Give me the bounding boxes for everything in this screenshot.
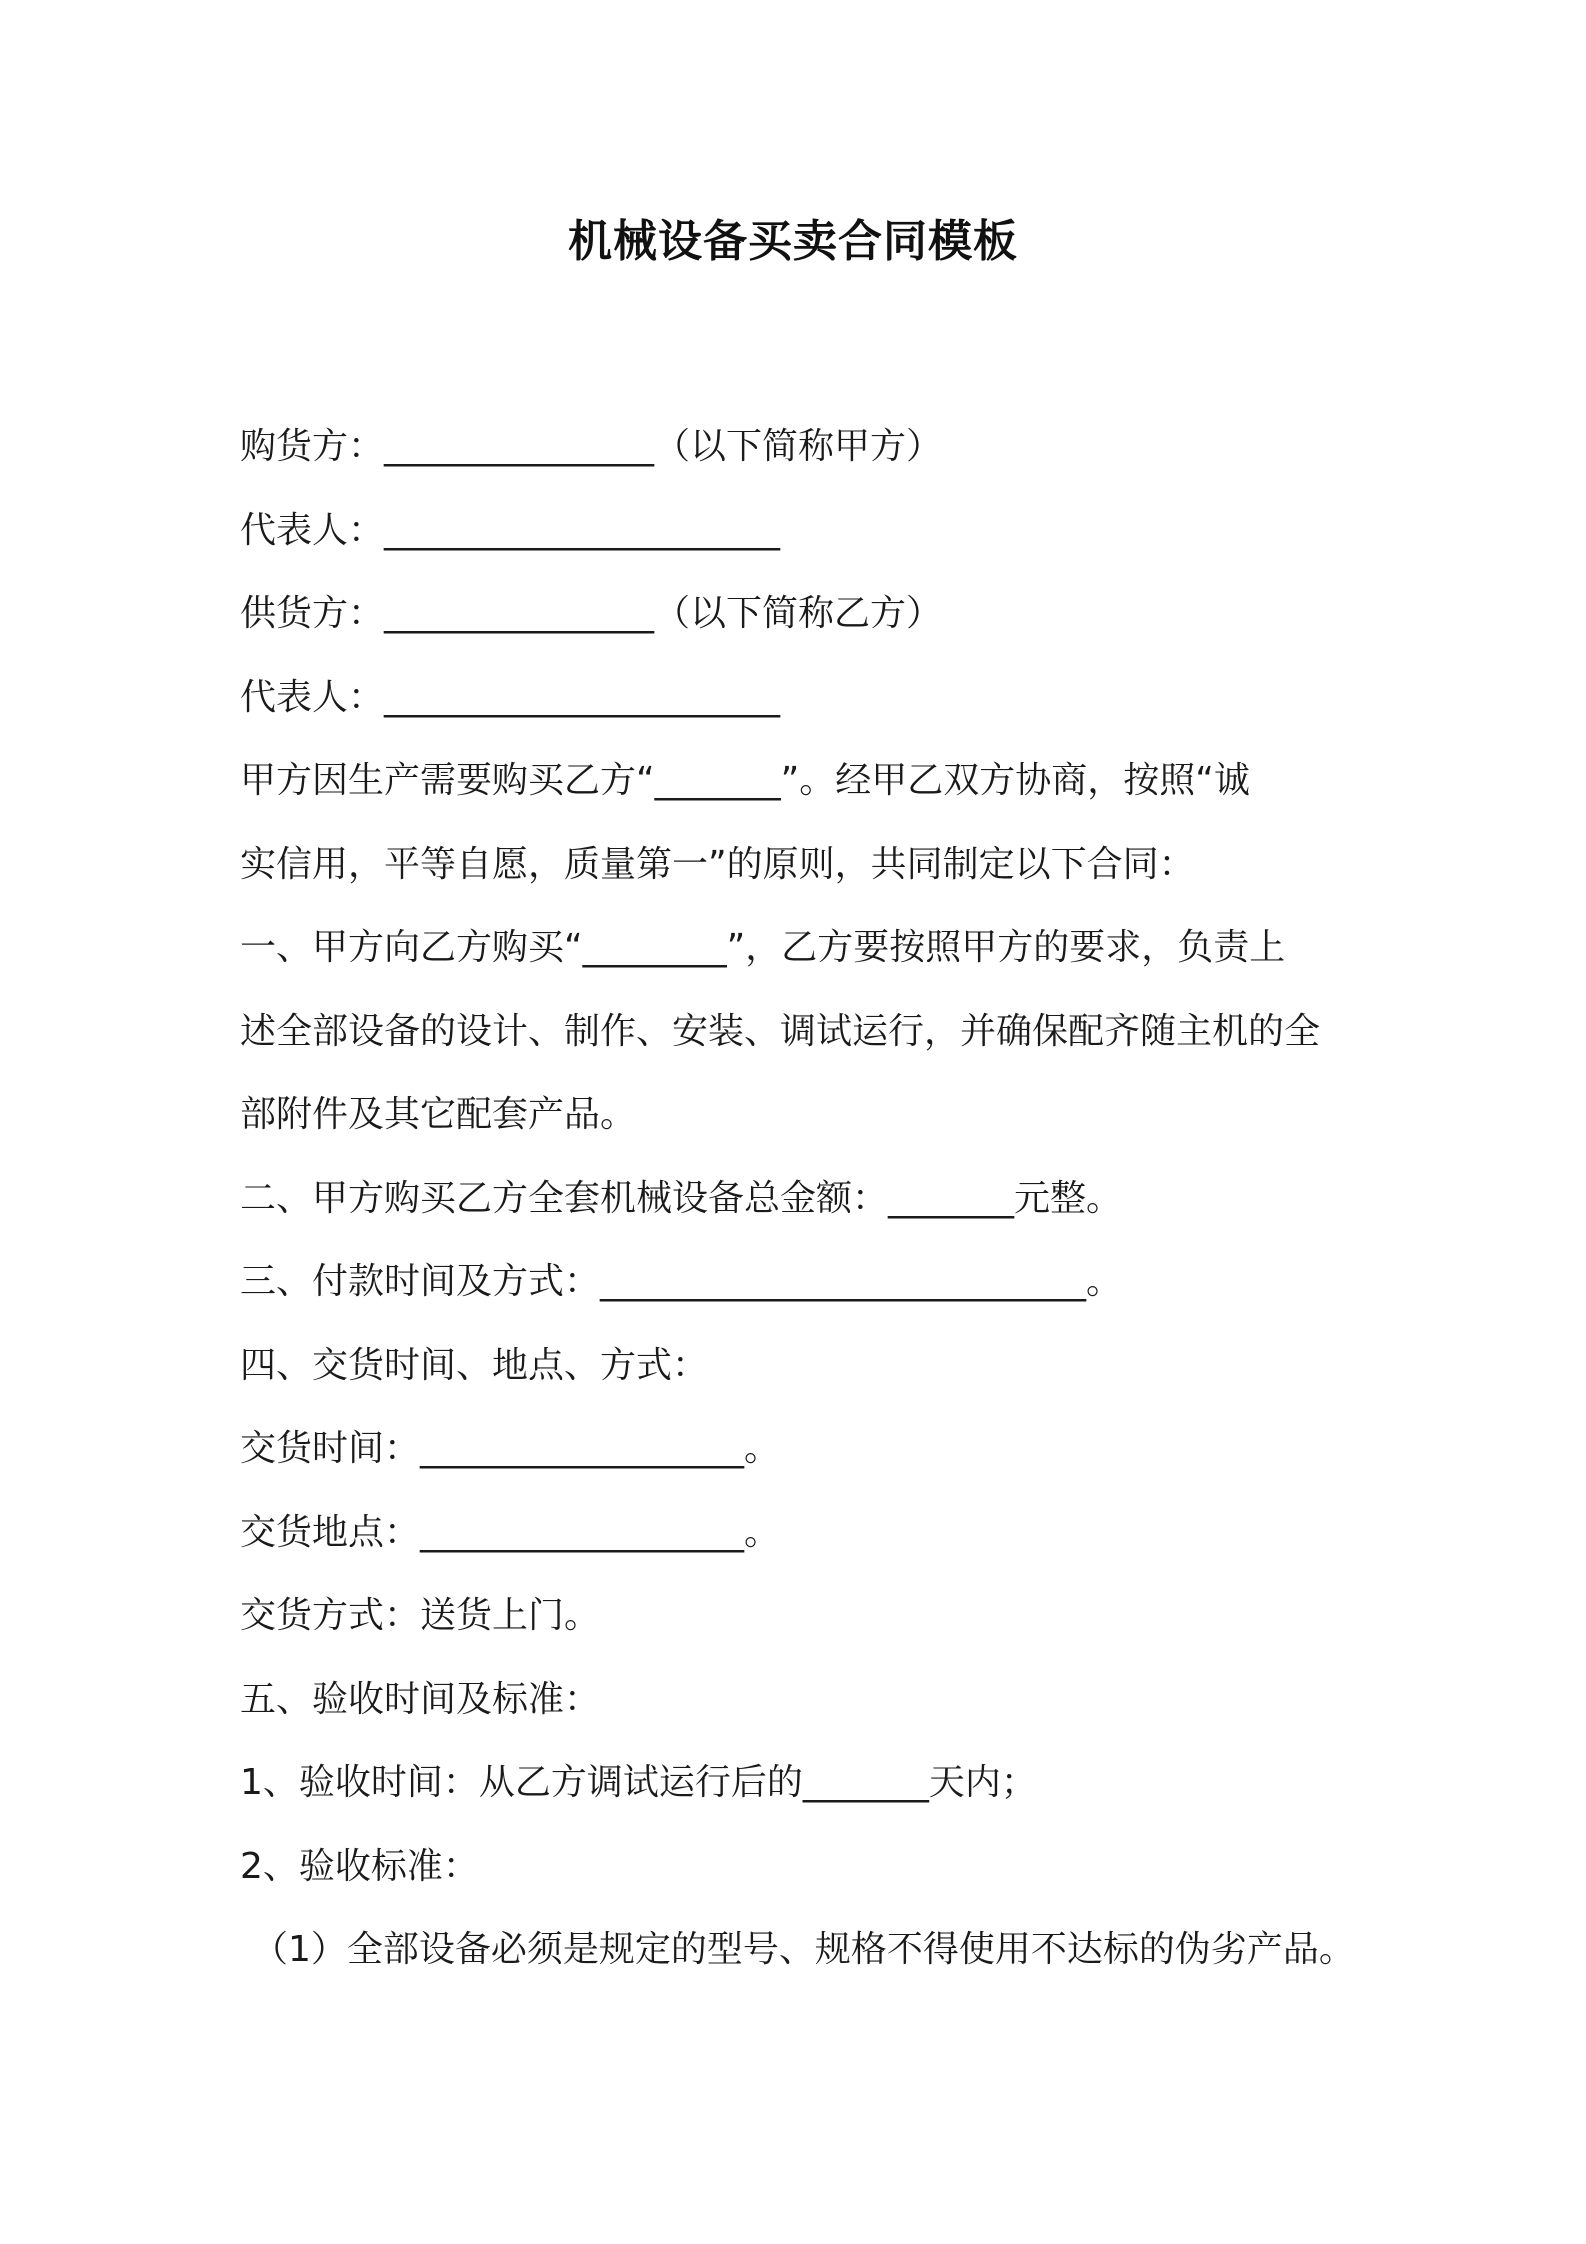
document-title: 机械设备买卖合同模板 <box>568 216 1018 267</box>
clause-1-line-1: 一、甲方向乙方购买“________”，乙方要按照甲方的要求，负责上 <box>240 927 1286 968</box>
acceptance-time-line: 1、验收时间：从乙方调试运行后的_______天内； <box>240 1762 1037 1803</box>
clause-3-payment: 三、付款时间及方式：___________________________。 <box>240 1261 1123 1302</box>
buyer-line: 购货方：_______________（以下简称甲方） <box>240 426 943 467</box>
delivery-method-line: 交货方式：送货上门。 <box>240 1595 601 1636</box>
clause-4-heading: 四、交货时间、地点、方式： <box>240 1344 709 1386</box>
delivery-time-line: 交货时间：__________________。 <box>240 1428 781 1469</box>
contract-body <box>240 405 1360 1992</box>
acceptance-standard-item-1: （1）全部设备必须是规定的型号、规格不得使用不达标的伪劣产品。 <box>252 1929 1355 1970</box>
acceptance-standard-line: 2、验收标准： <box>240 1845 479 1887</box>
clause-5-heading: 五、验收时间及标准： <box>240 1678 601 1720</box>
preamble-line-2: 实信用，平等自愿，质量第一”的原则，共同制定以下合同： <box>240 843 1195 885</box>
preamble-line-1: 甲方因生产需要购买乙方“_______”。经甲乙双方协商，按照“诚 <box>240 760 1250 801</box>
supplier-line: 供货方：_______________（以下简称乙方） <box>240 593 943 634</box>
delivery-place-line: 交货地点：__________________。 <box>240 1511 781 1553</box>
supplier-representative-line: 代表人：______________________ <box>240 676 781 718</box>
clause-2-amount: 二、甲方购买乙方全套机械设备总金额：_______元整。 <box>240 1177 1123 1219</box>
buyer-representative-line: 代表人：______________________ <box>240 509 781 551</box>
clause-1-line-3: 部附件及其它配套产品。 <box>240 1094 637 1135</box>
clause-1-line-2: 述全部设备的设计、制作、安装、调试运行，并确保配齐随主机的全 <box>240 1010 1321 1052</box>
